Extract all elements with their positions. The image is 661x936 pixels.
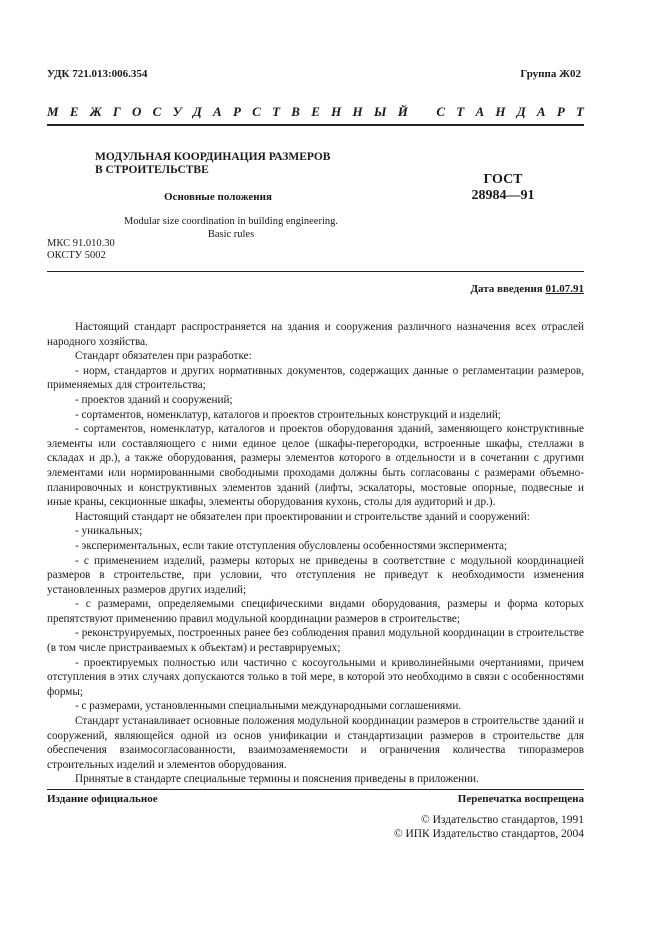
banner-letter: Е <box>311 104 320 119</box>
english-title <box>106 215 356 241</box>
banner-letter: Д <box>192 104 202 119</box>
body-paragraph: - проектов зданий и сооружений; <box>75 393 233 406</box>
body-paragraph: - реконструируемых, построенных ранее без соблюдения правил модульной координации в строительстве (в том числе пристраиваемых к объектам) и реставрируемых; <box>47 627 584 655</box>
body-paragraph: Принятые в стандарте специальные термины и пояснения приведены в приложении. <box>75 773 479 786</box>
banner-letter: М <box>47 104 59 119</box>
introduction-date-label: Дата введения <box>470 283 546 295</box>
gost-label: ГОСТ <box>483 172 523 187</box>
middle-rule <box>47 271 584 272</box>
banner-letter: С <box>436 104 446 119</box>
top-rule <box>47 124 584 126</box>
body-paragraph: - с размерами, определяемыми специфическими видами оборудования, размеры и форма которых препятствуют применению правил модульной координации размеров в строительстве; <box>47 598 584 625</box>
document-title <box>95 151 365 177</box>
banner-letter: А <box>536 104 546 119</box>
standard-type-banner <box>47 104 584 120</box>
bottom-rule <box>47 789 584 790</box>
title-line-2: В СТРОИТЕЛЬСТВЕ <box>95 164 209 176</box>
body-paragraph: - с размерами, установленными специальными международными соглашениями. <box>75 700 462 713</box>
body-paragraph: - сортаментов, номенклатур, каталогов и проектов оборудования зданий, заменяющего конструктивные элементы или составляющего с ними единое целое (шкафы-перегородки, встроенные шкафы, стеллажи в складах и др.), а также оборудования, размеры элементов которого в отдельности и в сочетании с другими элементами или нормированными свободными проходами должны быть согласованы с размерами объемно-планировочных и конструктивных элементов зданий (лифты, эскалаторы, мостовые опорные, подвесные и иные краны, секционные шкафы, элементы оборудования кухонь, столы для аудиторий и др.). <box>47 423 584 509</box>
english-title-line-2: Basic rules <box>207 229 255 240</box>
banner-letter: Й <box>397 104 408 119</box>
okstu-code: ОКСТУ 5002 <box>47 250 106 261</box>
banner-letter: Р <box>556 104 565 119</box>
document-subtitle: Основные положения <box>164 191 272 203</box>
body-paragraph: - проектируемых полностью или частично с косоугольными и криволинейными очертаниями, причем отступления в этих случаях допускаются только в той мере, в которой это необходимо в связи с особенностями формы; <box>47 656 584 698</box>
classification-codes <box>47 238 115 262</box>
udk-code: УДК 721.013:006.354 <box>47 68 148 80</box>
gost-designation <box>453 172 553 204</box>
banner-gap <box>419 104 425 120</box>
copyright-block <box>394 813 584 841</box>
copyright-line-1: © Издательство стандартов, 1991 <box>420 814 584 826</box>
body-text <box>47 320 584 787</box>
banner-letter: Н <box>495 104 506 119</box>
introduction-date <box>470 283 584 295</box>
banner-letter: С <box>152 104 162 119</box>
banner-letter: Н <box>331 104 342 119</box>
banner-letter: Ы <box>373 104 387 119</box>
gost-number: 28984—91 <box>471 188 535 203</box>
copyright-line-2: © ИПК Издательство стандартов, 2004 <box>393 828 584 840</box>
banner-letter: С <box>252 104 261 119</box>
banner-letter: Г <box>112 104 121 119</box>
banner-letter: Т <box>576 104 584 119</box>
banner-letter: Т <box>456 104 465 119</box>
reprint-prohibited-note: Перепечатка воспрещена <box>457 793 584 805</box>
group-code: Группа Ж02 <box>520 68 581 80</box>
banner-letter: У <box>172 104 182 119</box>
banner-letter: Е <box>69 104 79 119</box>
introduction-date-value: 01.07.91 <box>545 283 584 295</box>
body-paragraph: - экспериментальных, если такие отступления обусловлены особенностями эксперимента; <box>75 539 508 552</box>
body-paragraph: Настоящий стандарт не обязателен при проектировании и строительстве зданий и сооружений: <box>75 510 530 523</box>
body-paragraph: Стандарт обязателен при разработке: <box>75 350 252 363</box>
english-title-line-1: Modular size coordination in building engineering. <box>123 216 339 227</box>
body-paragraph: - уникальных; <box>75 525 143 538</box>
banner-letter: Р <box>232 104 241 119</box>
mks-code: МКС 91.010.30 <box>47 238 115 249</box>
body-paragraph: - норм, стандартов и других нормативных документов, содержащих данные о регламентации размеров, применяемых для строительства; <box>47 364 584 392</box>
body-paragraph: Стандарт устанавливает основные положения модульной координации размеров в строительстве зданий и сооружений, являющейся одной из основ унификации и стандартизации размеров в строительстве для обеспечения взаимосогласованности, взаимозаменяемости и ограничения количества типоразмеров строительных изделий и элементов оборудования. <box>47 715 584 771</box>
banner-letter: Ж <box>89 104 102 119</box>
official-edition-note: Издание официальное <box>47 793 158 805</box>
banner-letter: О <box>132 104 142 119</box>
body-paragraph: - с применением изделий, размеры которых не приведены в соответствие с модульной координацией размеров в строительстве, при условии, что отступления не приведут к необходимости изменения установленных размеров других изделий; <box>47 554 584 596</box>
banner-letter: А <box>213 104 222 119</box>
banner-letter: В <box>291 104 300 119</box>
banner-letter: Т <box>272 104 281 119</box>
title-line-1: МОДУЛЬНАЯ КООРДИНАЦИЯ РАЗМЕРОВ <box>95 151 331 163</box>
body-paragraph: - сортаментов, номенклатур, каталогов и проектов строительных конструкций и изделий; <box>75 408 501 421</box>
banner-letter: А <box>475 104 485 119</box>
body-paragraph: Настоящий стандарт распространяется на здания и сооружения различного назначения всех отраслей народного хозяйства. <box>47 321 584 348</box>
banner-letter: Д <box>516 104 526 119</box>
banner-letter: Н <box>352 104 363 119</box>
